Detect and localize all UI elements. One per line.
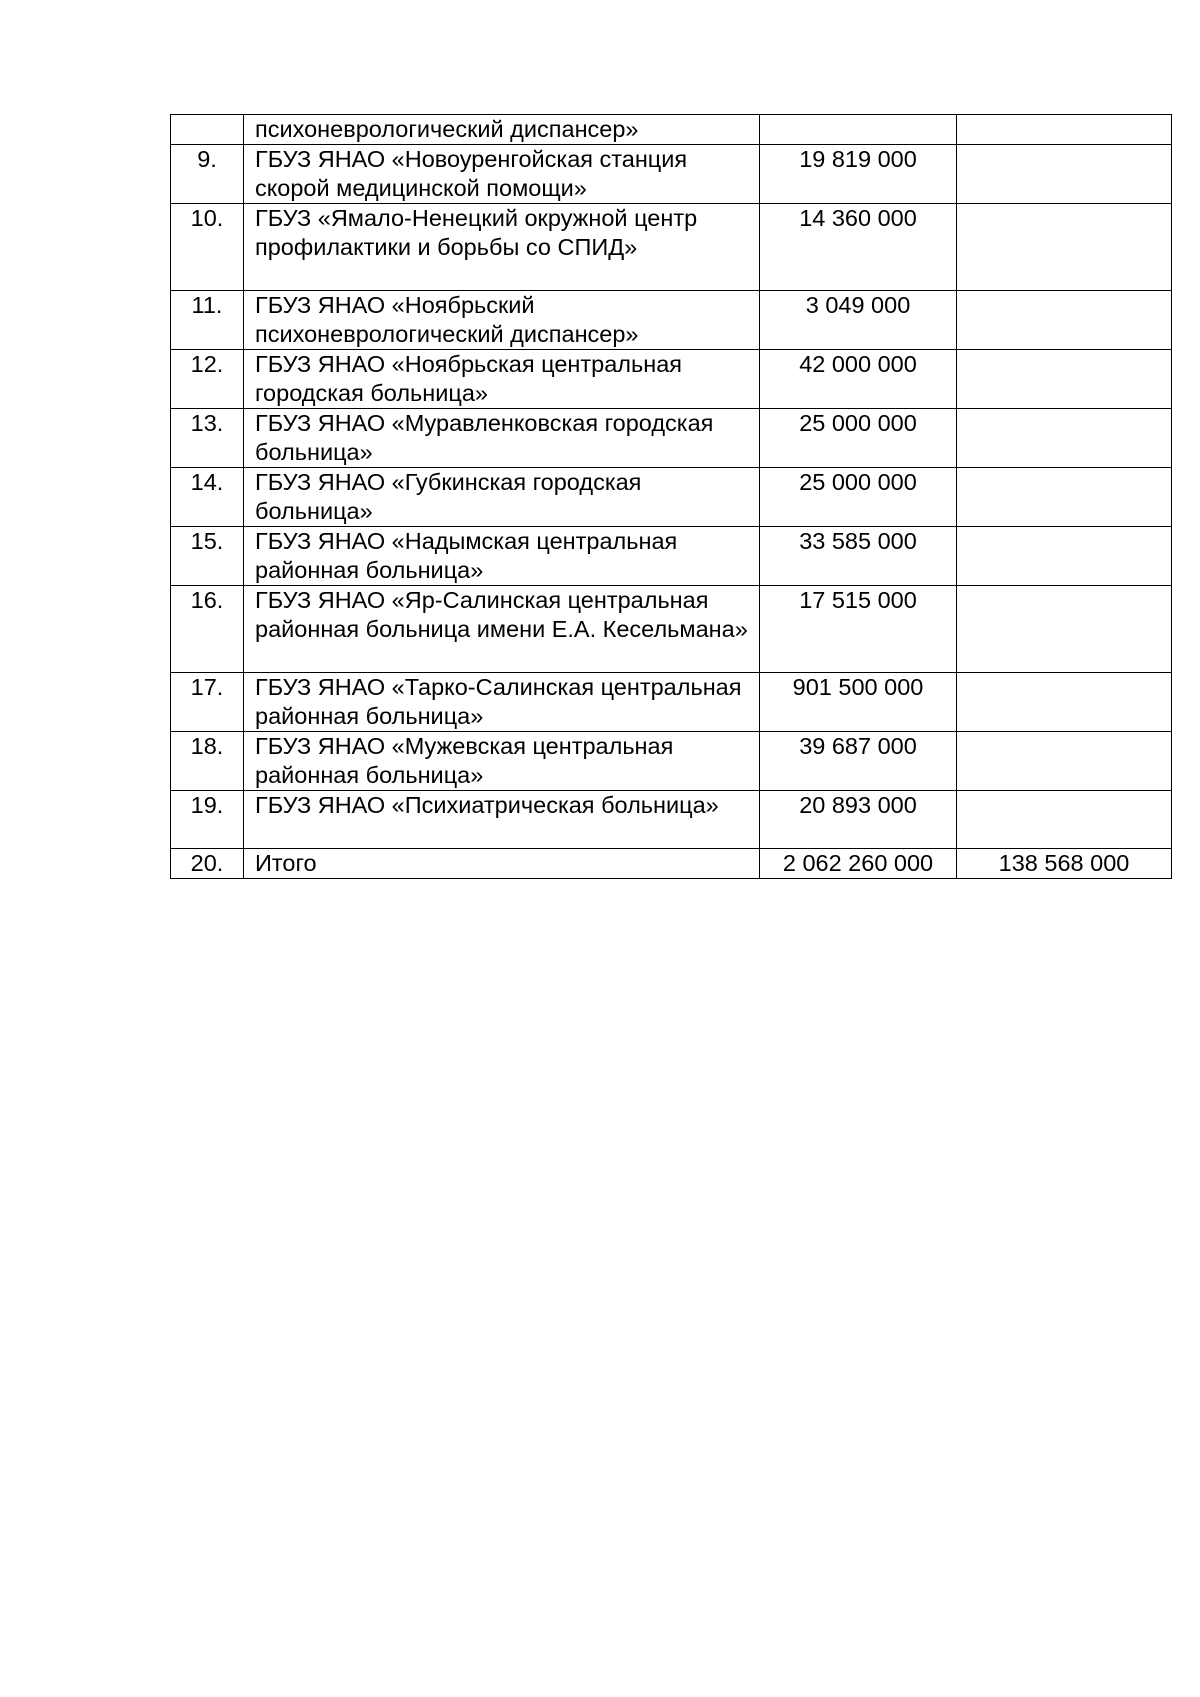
institution-name-cell: ГБУЗ «Ямало-Ненецкий окружной центр профилактики и борьбы со СПИД» [244, 204, 760, 291]
row-number-cell: 14. [171, 468, 244, 527]
table-row [171, 849, 1172, 879]
amount-cell: 20 893 000 [760, 791, 957, 849]
row-number-cell: 12. [171, 350, 244, 409]
amount-extra-cell [957, 673, 1172, 732]
table-row [171, 204, 1172, 291]
table-row [171, 527, 1172, 586]
institution-name-cell: ГБУЗ ЯНАО «Надымская центральная районная больница» [244, 527, 760, 586]
table-row [171, 115, 1172, 145]
institution-name-cell: ГБУЗ ЯНАО «Мужевская центральная районная больница» [244, 732, 760, 791]
amount-extra-cell [957, 527, 1172, 586]
institution-name-cell: ГБУЗ ЯНАО «Тарко-Салинская центральная районная больница» [244, 673, 760, 732]
row-number-cell: 9. [171, 145, 244, 204]
row-number-cell: 15. [171, 527, 244, 586]
amount-extra-cell [957, 204, 1172, 291]
amount-extra-cell [957, 145, 1172, 204]
institution-name-cell: Итого [244, 849, 760, 879]
amount-cell: 17 515 000 [760, 586, 957, 673]
amount-extra-cell [957, 350, 1172, 409]
amount-extra-cell [957, 468, 1172, 527]
table-row [171, 468, 1172, 527]
amount-extra-cell [957, 409, 1172, 468]
institution-name-cell: ГБУЗ ЯНАО «Ноябрьская центральная городская больница» [244, 350, 760, 409]
row-number-cell: 16. [171, 586, 244, 673]
amount-cell: 2 062 260 000 [760, 849, 957, 879]
institution-name-cell: ГБУЗ ЯНАО «Муравленковская городская больница» [244, 409, 760, 468]
table-row [171, 291, 1172, 350]
table-row [171, 673, 1172, 732]
institution-name-cell: ГБУЗ ЯНАО «Новоуренгойская станция скорой медицинской помощи» [244, 145, 760, 204]
amount-cell: 901 500 000 [760, 673, 957, 732]
row-number-cell: 13. [171, 409, 244, 468]
amount-cell: 3 049 000 [760, 291, 957, 350]
table-row [171, 145, 1172, 204]
row-number-cell: 19. [171, 791, 244, 849]
amount-extra-cell: 138 568 000 [957, 849, 1172, 879]
amount-cell: 25 000 000 [760, 468, 957, 527]
table-row [171, 586, 1172, 673]
institution-name-cell: ГБУЗ ЯНАО «Яр-Салинская центральная районная больница имени Е.А. Кесельмана» [244, 586, 760, 673]
institution-name-cell: ГБУЗ ЯНАО «Психиатрическая больница» [244, 791, 760, 849]
funding-table-body [171, 115, 1172, 879]
funding-table [170, 114, 1172, 879]
amount-cell: 39 687 000 [760, 732, 957, 791]
amount-extra-cell [957, 291, 1172, 350]
amount-cell: 33 585 000 [760, 527, 957, 586]
amount-cell: 14 360 000 [760, 204, 957, 291]
institution-name-cell: ГБУЗ ЯНАО «Ноябрьский психоневрологический диспансер» [244, 291, 760, 350]
table-row [171, 791, 1172, 849]
amount-extra-cell [957, 791, 1172, 849]
row-number-cell: 11. [171, 291, 244, 350]
amount-cell [760, 115, 957, 145]
row-number-cell: 20. [171, 849, 244, 879]
amount-cell: 42 000 000 [760, 350, 957, 409]
table-row [171, 350, 1172, 409]
amount-cell: 25 000 000 [760, 409, 957, 468]
institution-name-cell: ГБУЗ ЯНАО «Губкинская городская больница» [244, 468, 760, 527]
amount-extra-cell [957, 586, 1172, 673]
row-number-cell: 10. [171, 204, 244, 291]
institution-name-cell: психоневрологический диспансер» [244, 115, 760, 145]
row-number-cell: 18. [171, 732, 244, 791]
row-number-cell [171, 115, 244, 145]
table-row [171, 409, 1172, 468]
table-row [171, 732, 1172, 791]
amount-extra-cell [957, 115, 1172, 145]
amount-cell: 19 819 000 [760, 145, 957, 204]
amount-extra-cell [957, 732, 1172, 791]
row-number-cell: 17. [171, 673, 244, 732]
